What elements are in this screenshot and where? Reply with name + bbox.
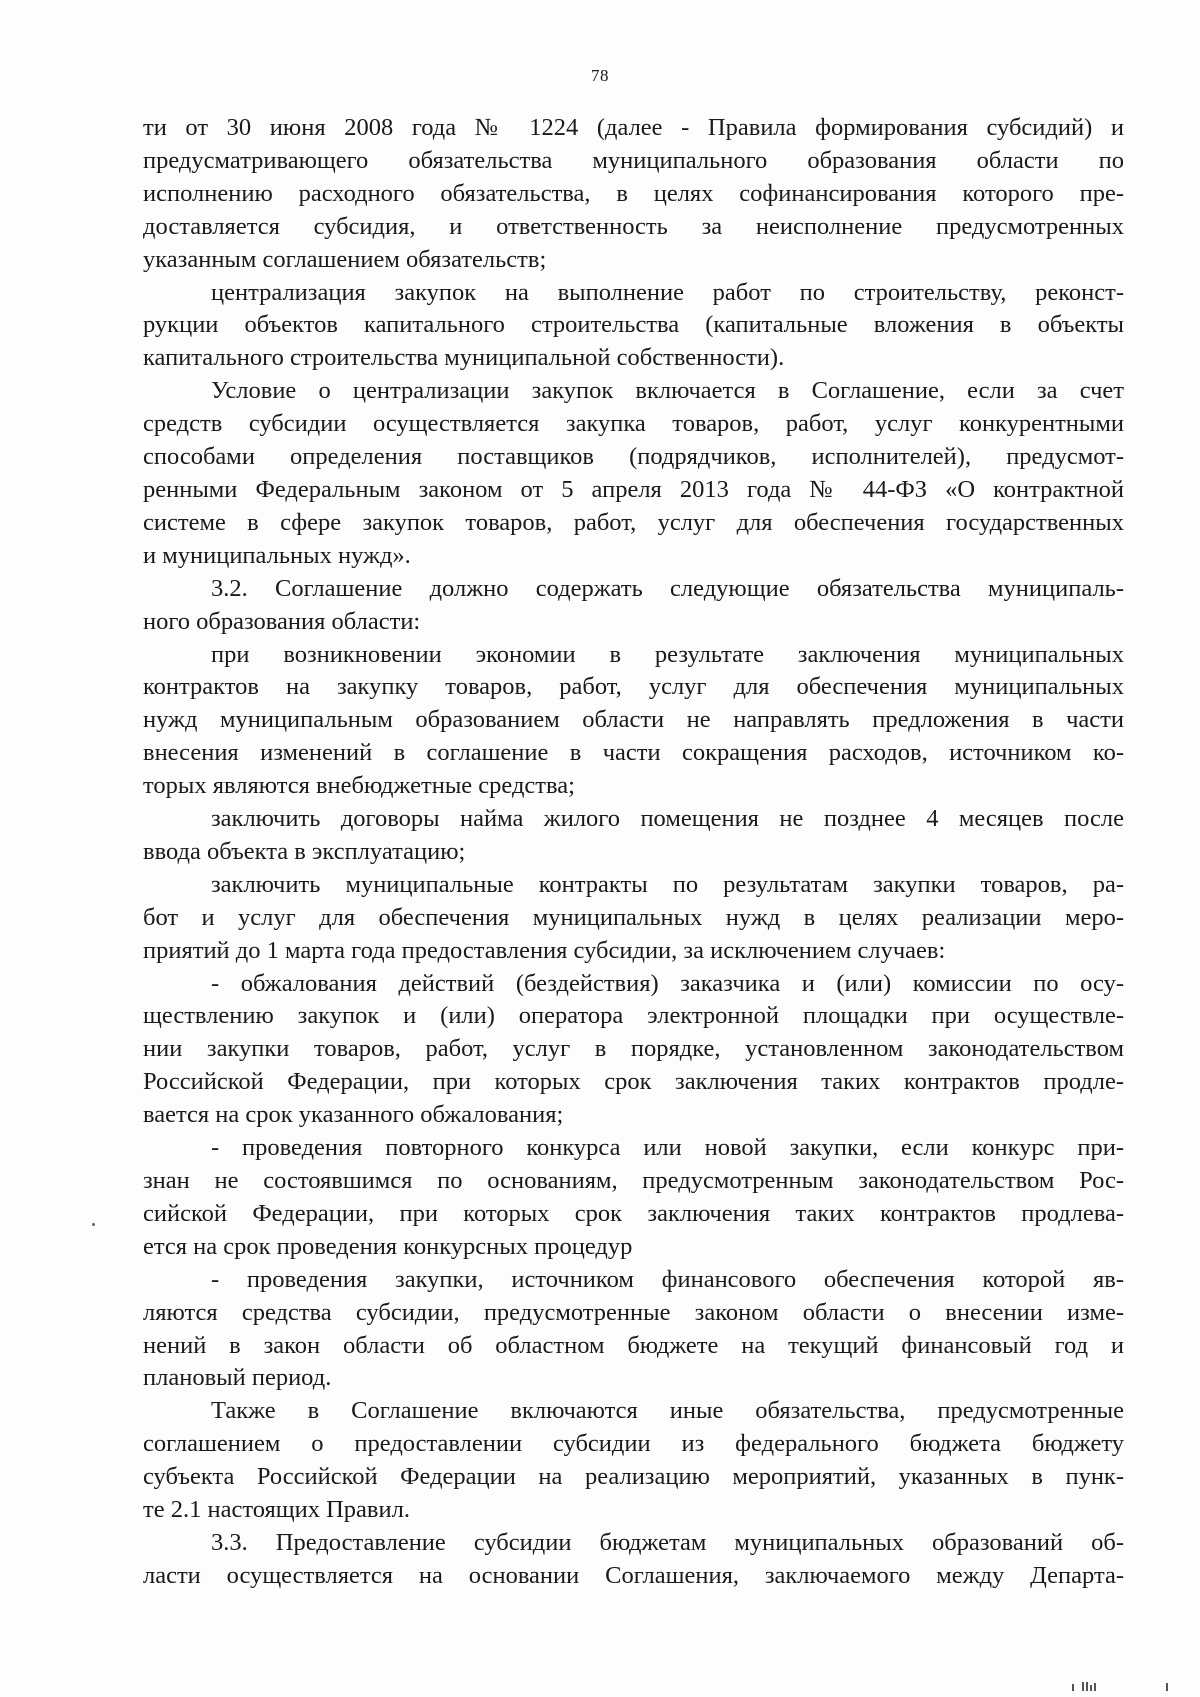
text-line: рукции объектов капитального строительства (капитальные вложения в объекты — [143, 311, 1124, 339]
text-line: заключить договоры найма жилого помещения не позднее 4 месяцев после — [211, 805, 1124, 833]
document-body — [143, 112, 1124, 1593]
text-line: средств субсидии осуществляется закупка товаров, работ, услуг конкурентными — [143, 410, 1124, 438]
text-line: Условие о централизации закупок включается в Соглашение, если за счет — [211, 377, 1124, 405]
text-line: ного образования области: — [143, 607, 421, 635]
text-line: доставляется субсидия, и ответственность за неисполнение предусмотренных — [143, 212, 1124, 240]
text-line: нии закупки товаров, работ, услуг в порядке, установленном законодательством — [143, 1035, 1124, 1063]
text-line: при возникновении экономии в результате заключения муниципальных — [211, 640, 1124, 668]
text-line: 3.3. Предоставление субсидии бюджетам муниципальных образований об- — [211, 1528, 1124, 1556]
text-line: - проведения повторного конкурса или новой закупки, если конкурс при- — [211, 1134, 1124, 1162]
text-line: плановый период. — [143, 1364, 332, 1392]
text-line: ренными Федеральным законом от 5 апреля 2013 года № 44-ФЗ «О контрактной — [143, 475, 1124, 503]
text-line: контрактов на закупку товаров, работ, услуг для обеспечения муниципальных — [143, 673, 1124, 701]
text-line: вается на срок указанного обжалования; — [143, 1101, 564, 1129]
text-line: Также в Соглашение включаются иные обязательства, предусмотренные — [211, 1397, 1124, 1425]
text-line: соглашением о предоставлении субсидии из федерального бюджета бюджету — [143, 1430, 1124, 1458]
text-line: бот и услуг для обеспечения муниципальных нужд в целях реализации меро- — [143, 903, 1124, 931]
paragraph — [143, 803, 1124, 869]
scan-footer-mark — [1058, 1681, 1178, 1691]
paragraph — [143, 112, 1124, 277]
text-line: приятий до 1 марта года предоставления субсидии, за исключением случаев: — [143, 936, 946, 964]
text-line: ется на срок проведения конкурсных процедур — [143, 1232, 633, 1260]
paragraph — [143, 1527, 1124, 1593]
paragraph — [143, 573, 1124, 639]
text-line: системе в сфере закупок товаров, работ, услуг для обеспечения государственных — [143, 508, 1124, 536]
paragraph — [143, 1132, 1124, 1264]
text-line: ляются средства субсидии, предусмотренные законом области о внесении изме- — [143, 1298, 1124, 1326]
text-line: централизация закупок на выполнение работ по строительству, реконст- — [211, 278, 1124, 306]
text-line: торых являются внебюджетные средства; — [143, 772, 575, 800]
text-line: ласти осуществляется на основании Соглашения, заключаемого между Департа- — [143, 1561, 1124, 1589]
text-line: предусматривающего обязательства муниципального образования области по — [143, 146, 1124, 174]
text-line: и муниципальных нужд». — [143, 541, 411, 569]
paragraph — [143, 639, 1124, 804]
text-line: - обжалования действий (бездействия) заказчика и (или) комиссии по осу- — [211, 969, 1124, 997]
text-line: указанным соглашением обязательств; — [143, 245, 547, 273]
text-line: ществлению закупок и (или) оператора электронной площадки при осуществле- — [143, 1002, 1124, 1030]
page-number: 78 — [591, 66, 609, 85]
paragraph — [143, 1264, 1124, 1396]
text-line: нений в закон области об областном бюджете на текущий финансовый год и — [143, 1331, 1124, 1359]
text-line: капитального строительства муниципальной собственности). — [143, 344, 785, 372]
paragraph — [143, 277, 1124, 376]
text-line: ввода объекта в эксплуатацию; — [143, 837, 466, 865]
text-line: 3.2. Соглашение должно содержать следующие обязательства муниципаль- — [211, 574, 1124, 602]
text-line: заключить муниципальные контракты по результатам закупки товаров, ра- — [211, 870, 1124, 898]
paragraph — [143, 968, 1124, 1133]
text-line: сийской Федерации, при которых срок заключения таких контрактов продлева- — [143, 1199, 1124, 1227]
text-line: ти от 30 июня 2008 года № 1224 (далее - Правила формирования субсидий) и — [143, 114, 1124, 141]
text-line: внесения изменений в соглашение в части сокращения расходов, источником ко- — [143, 739, 1124, 767]
text-line: исполнению расходного обязательства, в целях софинансирования которого пре- — [143, 179, 1124, 207]
text-line: те 2.1 настоящих Правил. — [143, 1496, 410, 1524]
text-line: способами определения поставщиков (подрядчиков, исполнителей), предусмот- — [143, 443, 1124, 471]
text-line: субъекта Российской Федерации на реализацию мероприятий, указанных в пунк- — [143, 1463, 1124, 1491]
scan-speck — [92, 1223, 95, 1226]
paragraph — [143, 869, 1124, 968]
text-line: знан не состоявшимся по основаниям, предусмотренным законодательством Рос- — [143, 1167, 1124, 1194]
paragraph — [143, 375, 1124, 572]
text-line: Российской Федерации, при которых срок заключения таких контрактов продле- — [143, 1068, 1124, 1096]
paragraph — [143, 1395, 1124, 1527]
text-line: нужд муниципальным образованием области не направлять предложения в части — [143, 706, 1124, 734]
text-line: - проведения закупки, источником финансового обеспечения которой яв- — [211, 1265, 1124, 1293]
